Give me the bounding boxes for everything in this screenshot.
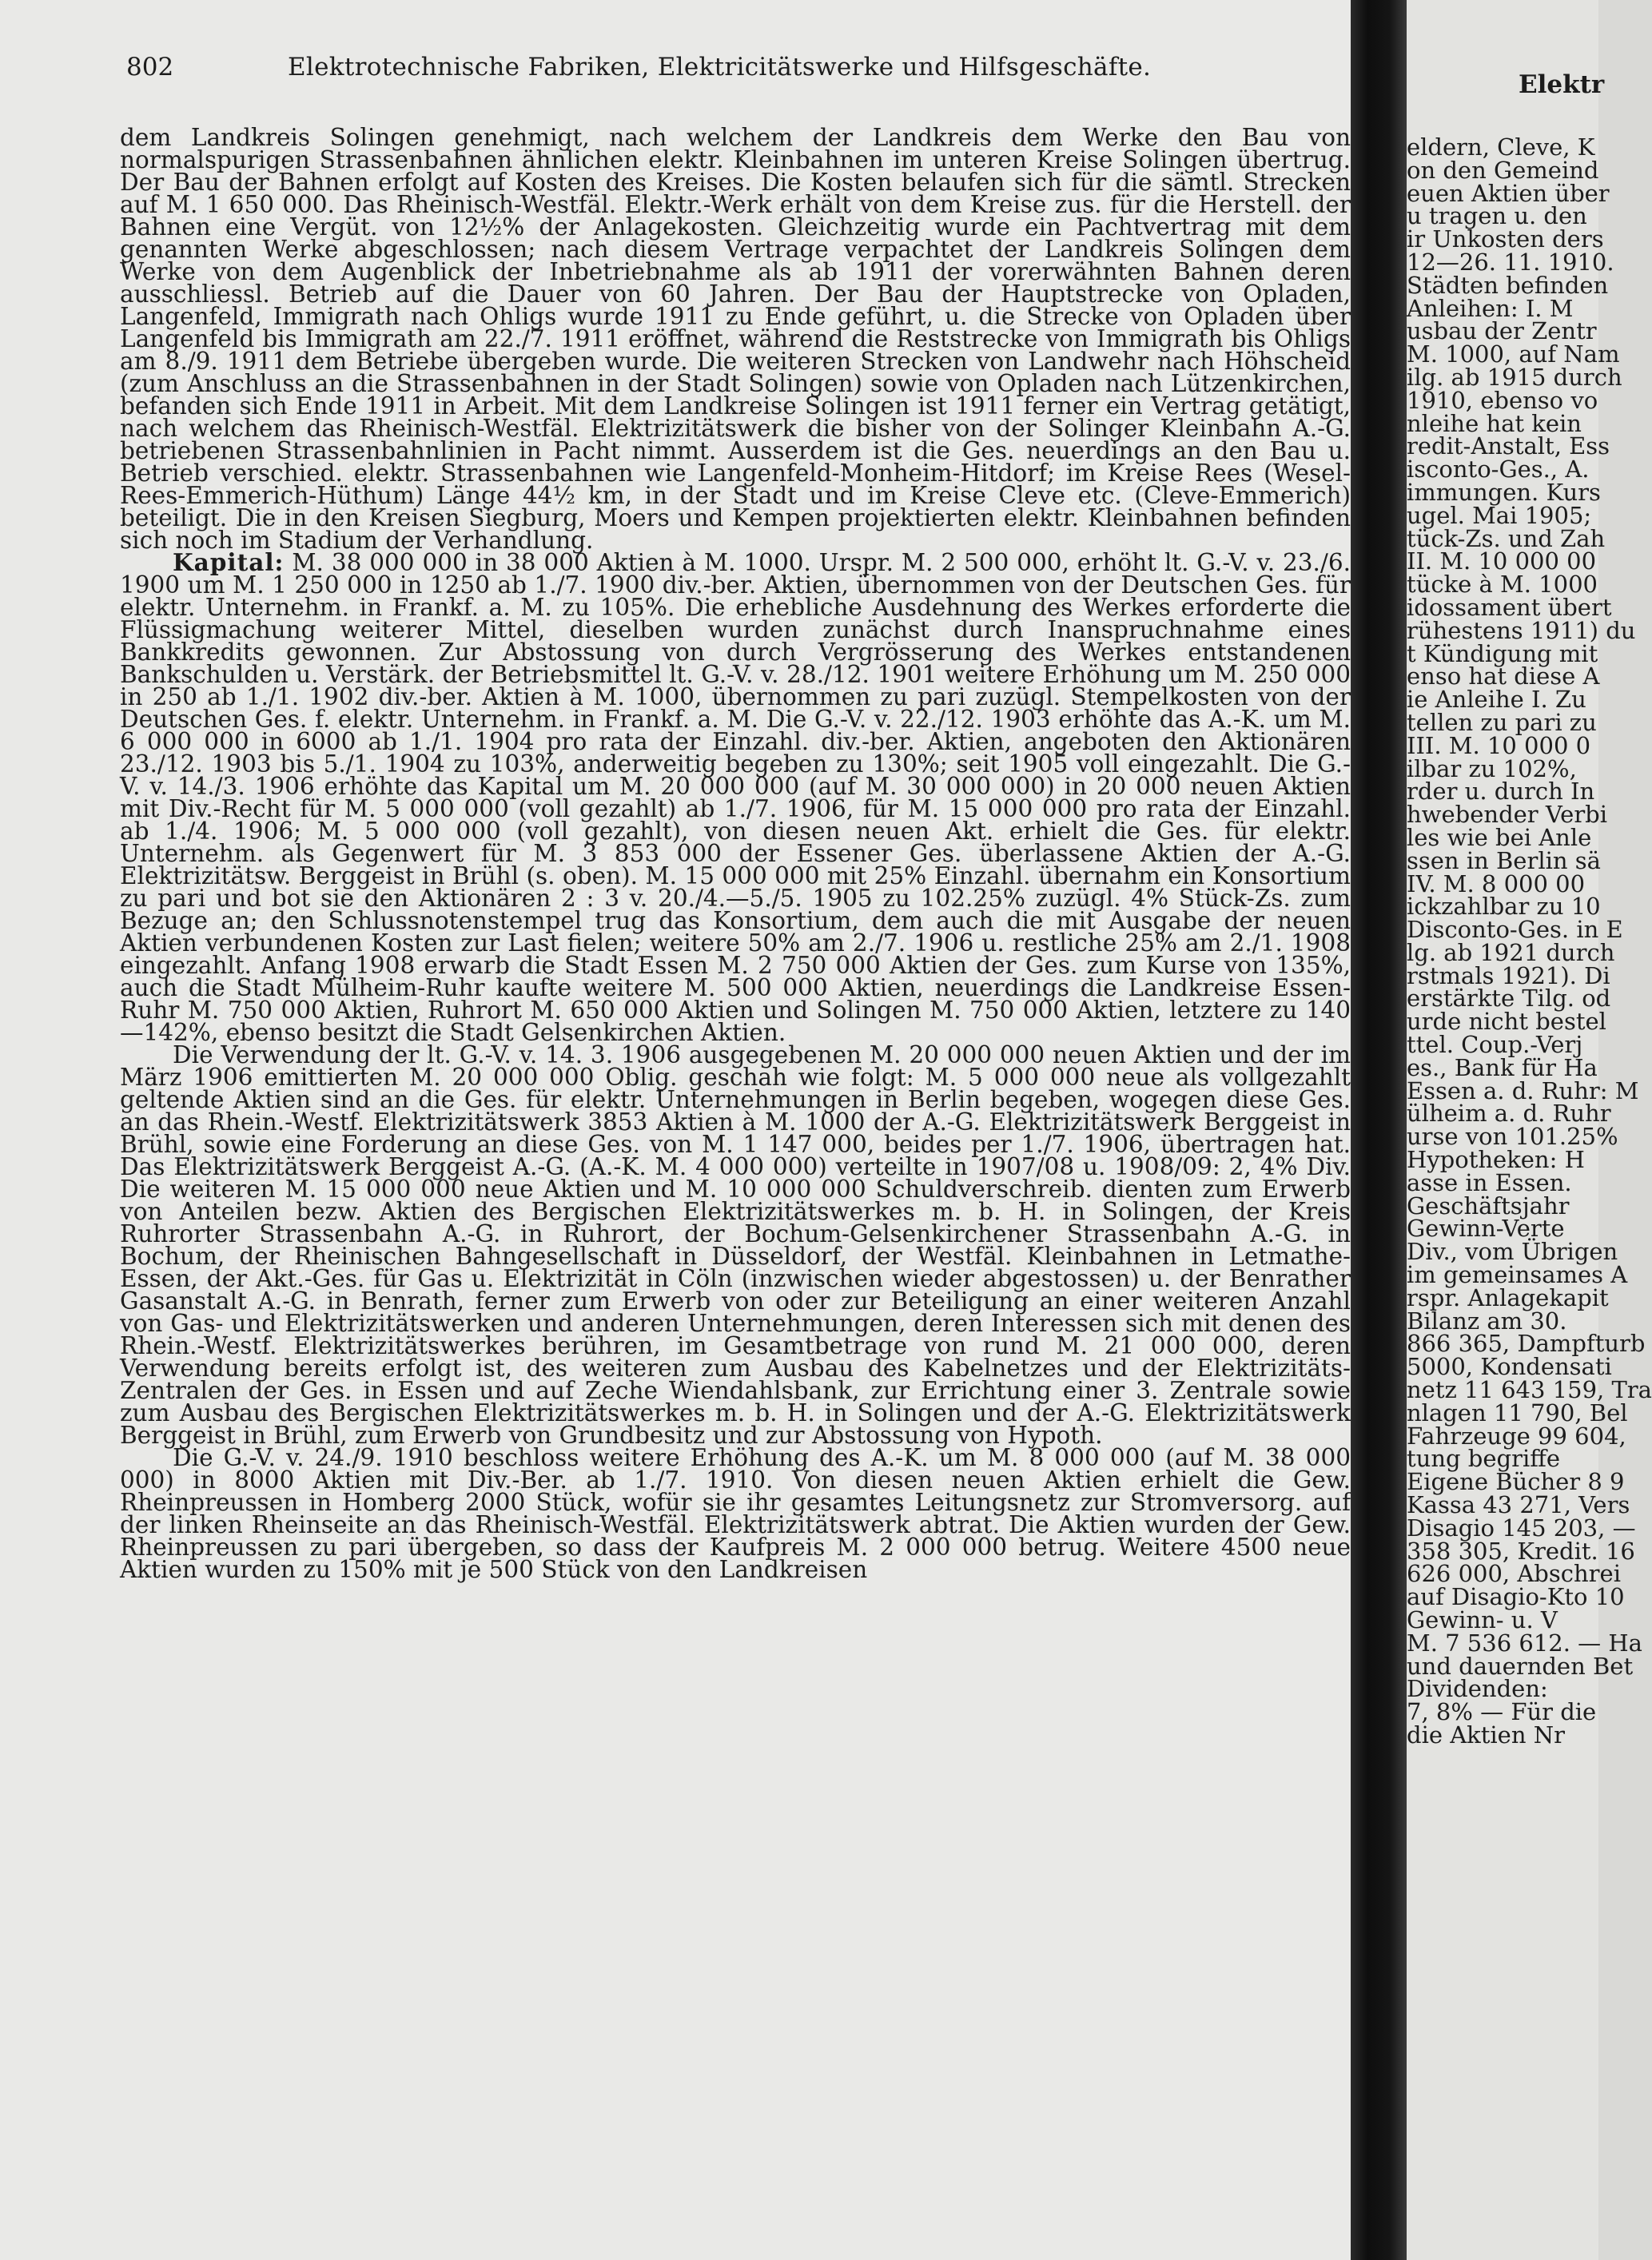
facing-page-line: les wie bei Anle [1407,823,1592,851]
facing-page-line: urse von 101.25% [1407,1123,1618,1151]
facing-page-line: tellen zu pari zu [1407,708,1597,736]
facing-page-line: netz 11 643 159, Tra [1407,1376,1652,1404]
facing-page-line: II. M. 10 000 00 [1407,547,1597,575]
book-gutter-shadow [1351,0,1407,2260]
facing-page-line: rspr. Anlagekapit [1407,1283,1609,1311]
facing-page-header: Elektr [1519,70,1605,99]
facing-page-line: und dauernden Bet [1407,1652,1634,1680]
facing-page-line: lg. ab 1921 durch [1407,938,1615,966]
facing-page-lines [1407,133,1652,1749]
facing-page-line: immungen. Kurs [1407,478,1601,506]
facing-page-line: 12—26. 11. 1910. [1407,248,1614,276]
paragraph-verwendung: Die Verwendung der lt. G.-V. v. 14. 3. 1906 ausgegebenen M. 20 000 000 neuen Aktien und der im März 1906 emittierten M. 20 000 000 Oblig. geschah wie folgt: M. 5 000 000 neue als vollgezahlt geltende Aktien sind an die Ges. für elektr. Unternehmungen in Berlin begeben, wogegen diese Ges. an das Rhein.-Westf. Elektrizitätswerk 3853 Aktien à M. 1000 der A.-G. Elektrizitätswerk Berggeist in Brühl, sowie eine Forderung an diese Ges. von M. 1 147 000, beides per 1./7. 1906, übertragen hat. Das Elektrizitätswerk Berggeist A.-G. (A.-K. M. 4 000 000) verteilte in 1907/08 u. 1908/09: 2, 4% Div. Die weiteren M. 15 000 000 neue Aktien und M. 10 000 000 Schuldverschreib. dienten zum Erwerb von Anteilen bezw. Aktien des Bergischen Elektrizitätswerkes m. b. H. in Solingen, der Kreis Ruhrorter Strassenbahn A.-G. in Ruhrort, der Bochum-Gelsenkirchener Strassenbahn A.-G. in Bochum, der Rheinischen Bahngesellschaft in Düsseldorf, der Westfäl. Kleinbahnen in Letmathe-Essen, der Akt.-Ges. für Gas u. Elektrizität in Cöln (inzwischen wieder abgestossen) u. der Benrather Gasanstalt A.-G. in Benrath, ferner zum Erwerb von oder zur Beteiligung an einer weiteren Anzahl von Gas- und Elektrizitätswerken und anderen Unternehmungen, deren Interessen sich mit denen des Rhein.-Westf. Elektrizitätswerkes berühren, im Gesamtbetrage von rund M. 21 000 000, deren Verwendung bereits erfolgt ist, des weiteren zum Ausbau des Kabelnetzes und der Elektrizitäts-Zentralen der Ges. in Essen und auf Zeche Wiendahlsbank, zur Errichtung einer 3. Zentrale sowie zum Ausbau des Bergischen Elektrizitätswerkes m. b. H. in Solingen und der A.-G. Elektrizitätswerk Berggeist in Brühl, zum Erwerb von Grundbesitz und zur Abstossung von Hypoth. [120,1041,1351,1449]
facing-page-line: eldern, Cleve, K [1407,133,1595,161]
facing-page-line: Städten befinden [1407,271,1609,299]
facing-page-line: Gewinn-Verte [1407,1215,1565,1243]
page-number: 802 [126,53,174,82]
facing-page-line: hwebender Verbi [1407,801,1608,829]
facing-page-line: die Aktien Nr [1407,1721,1565,1749]
running-header [120,50,1343,90]
facing-page-line: Disagio 145 203, — [1407,1514,1636,1542]
facing-page-line: ie Anleihe I. Zu [1407,686,1586,714]
facing-page-line: 866 365, Dampfturb [1407,1330,1646,1358]
facing-page-line: tück-Zs. und Zah [1407,524,1606,552]
facing-page-line: ir Unkosten ders [1407,225,1604,253]
facing-page-line: Disconto-Ges. in E [1407,916,1623,944]
facing-page-line: u tragen u. den [1407,202,1587,230]
facing-page-line: erstärkte Tilg. od [1407,985,1611,1013]
facing-page-line: Kassa 43 271, Vers [1407,1491,1630,1519]
facing-page-line: Dividenden: [1407,1675,1548,1703]
kapital-text: M. 38 000 000 in 38 000 Aktien à M. 1000. Urspr. M. 2 500 000, erhöht lt. G.-V. v. 23./6. 1900 um M. 1 250 000 in 1250 ab 1./7. 1900 div.-ber. Aktien, übernommen von der Deutschen Ges. für elektr. Unternehm. in Frankf. a. M. zu 105%. Die erhebliche Ausdehnung des Werkes erforderte die Flüssigmachung weiterer Mittel, dieselben wurden zunächst durch Inanspruchnahme eines Bankkredits gewonnen. Zur Abstossung von durch Vergrösserung des Werkes entstandenen Bankschulden u. Verstärk. der Betriebsmittel lt. G.-V. v. 28./12. 1901 weitere Erhöhung um M. 250 000 in 250 ab 1./1. 1902 div.-ber. Aktien à M. 1000, übernommen zu pari zuzügl. Stempelkosten von der Deutschen Ges. f. elektr. Unternehm. in Frankf. a. M. Die G.-V. v. 22./12. 1903 erhöhte das A.-K. um M. 6 000 000 in 6000 ab 1./1. 1904 pro rata der Einzahl. div.-ber. Aktien, angeboten den Aktionären 23./12. 1903 bis 5./1. 1904 zu 103%, anderweitig begeben zu 130%; seit 1905 voll eingezahlt. Die G.-V. v. 14./3. 1906 erhöhte das Kapital um M. 20 000 000 (auf M. 30 000 000) in 20 000 neuen Aktien mit Div.-Recht für M. 5 000 000 (voll gezahlt) ab 1./7. 1906, für M. 15 000 000 pro rata der Einzahl. ab 1./4. 1906; M. 5 000 000 (voll gezahlt), von diesen neuen Akt. erhielt die Ges. für elektr. Unternehm. als Gegenwert für M. 3 853 000 der Essener Ges. überlassene Aktien der A.-G. Elektrizitätsw. Berggeist in Brühl (s. oben). M. 15 000 000 mit 25% Einzahl. übernahm ein Konsortium zu pari und bot sie den Aktionären 2 : 3 v. 20./4.—5./5. 1905 zu 102.25% zuzügl. 4% Stück-Zs. zum Bezuge an; den Schlussnotenstempel trug das Konsortium, dem auch die mit Ausgabe der neuen Aktien verbundenen Kosten zur Last fielen; weitere 50% am 2./7. 1906 u. restliche 25% am 2./1. 1908 eingezahlt. Anfang 1908 erwarb die Stadt Essen M. 2 750 000 Aktien der Ges. zum Kurse von 135%, auch die Stadt Mülheim-Ruhr kaufte weitere M. 500 000 Aktien, neuerdings die Landkreise Essen-Ruhr M. 750 000 Aktien, Ruhrort M. 650 000 Aktien und Solingen M. 750 000 Aktien, letztere zu 140—142%, ebenso besitzt die Stadt Gelsenkirchen Aktien. [120,549,1351,1046]
facing-page-line: usbau der Zentr [1407,317,1597,345]
facing-page-line: idossament übert [1407,593,1612,621]
facing-page-line: im gemeinsames A [1407,1261,1628,1289]
facing-page-line: Div., vom Übrigen [1407,1238,1618,1266]
facing-page-line: asse in Essen. [1407,1168,1572,1196]
facing-page-line: euen Aktien über [1407,179,1610,207]
facing-page-line: 7, 8% — Für die [1407,1698,1597,1726]
facing-page-line: M. 7 536 612. — Ha [1407,1629,1642,1657]
facing-page-line: Gewinn- u. V [1407,1606,1558,1633]
facing-page-line: on den Gemeind [1407,156,1599,184]
facing-page-line: ilg. ab 1915 durch [1407,363,1622,391]
facing-page-line: Bilanz am 30. [1407,1307,1567,1335]
facing-page-line: es., Bank für Ha [1407,1053,1598,1081]
facing-page-line: 1910, ebenso vo [1407,386,1598,414]
facing-page-line: Geschäftsjahr [1407,1192,1570,1220]
facing-page-line: ttel. Coup.-Verj [1407,1031,1583,1059]
paragraph-kapital [120,548,1351,1046]
facing-page-line: ülheim a. d. Ruhr [1407,1100,1611,1128]
facing-page-line: Eigene Bücher 8 9 [1407,1468,1625,1496]
facing-page-line: tücke à M. 1000 [1407,571,1598,599]
facing-page-line: IV. M. 8 000 00 [1407,869,1586,897]
facing-page-line: ickzahlbar zu 10 [1407,893,1601,921]
facing-page-line: 626 000, Abschrei [1407,1560,1621,1588]
facing-page-line: enso hat diese A [1407,662,1600,690]
facing-page-line: auf Disagio-Kto 10 [1407,1583,1625,1611]
facing-page-line: redit-Anstalt, Ess [1407,432,1610,460]
facing-page-line: rder u. durch In [1407,778,1595,806]
facing-page-line: Hypotheken: H [1407,1146,1585,1174]
main-text-column [120,126,1351,1581]
facing-page-line: ssen in Berlin sä [1407,846,1601,874]
facing-page-line: Essen a. d. Ruhr: M [1407,1076,1639,1104]
facing-page-line: 5000, Kondensati [1407,1353,1612,1381]
facing-page-line: isconto-Ges., A. [1407,456,1590,483]
paragraph-bahnen: dem Landkreis Solingen genehmigt, nach welchem der Landkreis dem Werke den Bau von normalspurigen Strassenbahnen ähnlichen elektr. Kleinbahnen im unteren Kreise Solingen übertrug. Der Bau der Bahnen erfolgt auf Kosten des Kreises. Die Kosten belaufen sich für die sämtl. Strecken auf M. 1 650 000. Das Rheinisch-Westfäl. Elektr.-Werk erhält von dem Kreise zus. für die Herstell. der Bahnen eine Vergüt. von 12½% der Anlagekosten. Gleichzeitig wurde ein Pachtvertrag mit dem genannten Werke abgeschlossen; nach diesem Vertrage verpachtet der Landkreis Solingen dem Werke von dem Augenblick der Inbetriebnahme als ab 1911 der vorerwähnten Bahnen deren ausschliessl. Betrieb auf die Dauer von 60 Jahren. Der Bau der Hauptstrecke von Opladen, Langenfeld, Immigrath nach Ohligs wurde 1911 zu Ende geführt, u. die Strecke von Opladen über Langenfeld bis Immigrath am 22./7. 1911 eröffnet, während die Reststrecke von Immigrath bis Ohligs am 8./9. 1911 dem Betriebe übergeben wurde. Die weiteren Strecken von Landwehr nach Höhscheid (zum Anschluss an die Strassenbahnen in der Stadt Solingen) sowie von Opladen nach Lützenkirchen, befanden sich Ende 1911 in Arbeit. Mit dem Landkreise Solingen ist 1911 ferner ein Vertrag getätigt, nach welchem das Rheinisch-Westfäl. Elektrizitätswerk die bisher von der Solinger Kleinbahn A.-G. betriebenen Strassenbahnlinien in Pacht nimmt. Ausserdem ist die Ges. neuerdings an den Bau u. Betrieb verschied. elektr. Strassenbahnen wie Langenfeld-Monheim-Hitdorf; im Kreise Rees (Wesel-Rees-Emmerich-Hüthum) Länge 44½ km, in der Stadt und im Kreise Cleve etc. (Cleve-Emmerich) beteiligt. Die in den Kreisen Siegburg, Moers und Kempen projektierten elektr. Kleinbahnen befinden sich noch im Stadium der Verhandlung. [120,124,1351,554]
kapital-label: Kapital: [173,548,285,576]
facing-page-line: tung begriffe [1407,1445,1560,1473]
facing-page-line: Fahrzeuge 99 604, [1407,1422,1626,1450]
facing-page-line: rühestens 1911) du [1407,616,1636,644]
facing-page-line: nlagen 11 790, Bel [1407,1399,1628,1426]
facing-page-line: nleihe hat kein [1407,409,1582,437]
facing-page-line: urde nicht bestel [1407,1008,1606,1036]
running-title: Elektrotechnische Fabriken, Elektricitätswerke und Hilfsgeschäfte. [288,53,1152,82]
facing-page-line: M. 1000, auf Nam [1407,340,1620,368]
facing-page-line: Anleihen: I. M [1407,294,1574,322]
facing-page-line: III. M. 10 000 0 [1407,731,1591,759]
facing-page-line: ugel. Mai 1905; [1407,501,1592,529]
facing-page-line: t Kündigung mit [1407,639,1598,667]
paragraph-gv-1910: Die G.-V. v. 24./9. 1910 beschloss weitere Erhöhung des A.-K. um M. 8 000 000 (auf M. 38 000 000) in 8000 Aktien mit Div.-Ber. ab 1./7. 1910. Von diesen neuen Aktien erhielt die Gew. Rheinpreussen in Homberg 2000 Stück, wofür sie ihr gesamtes Leitungsnetz zur Stromversorg. auf der linken Rheinseite an das Rheinisch-Westfäl. Elektrizitätswerk abtrat. Die Aktien wurden der Gew. Rheinpreussen zu pari übergeben, so dass der Kaufpreis M. 2 000 000 betrug. Weitere 4500 neue Aktien wurden zu 150% mit je 500 Stück von den Landkreisen [120,1444,1351,1583]
facing-page-line: ilbar zu 102%, [1407,754,1577,782]
facing-page-fragment [1407,0,1652,2260]
facing-page-line: 358 305, Kredit. 16 [1407,1537,1635,1565]
facing-page-line: rstmals 1921). Di [1407,961,1610,989]
